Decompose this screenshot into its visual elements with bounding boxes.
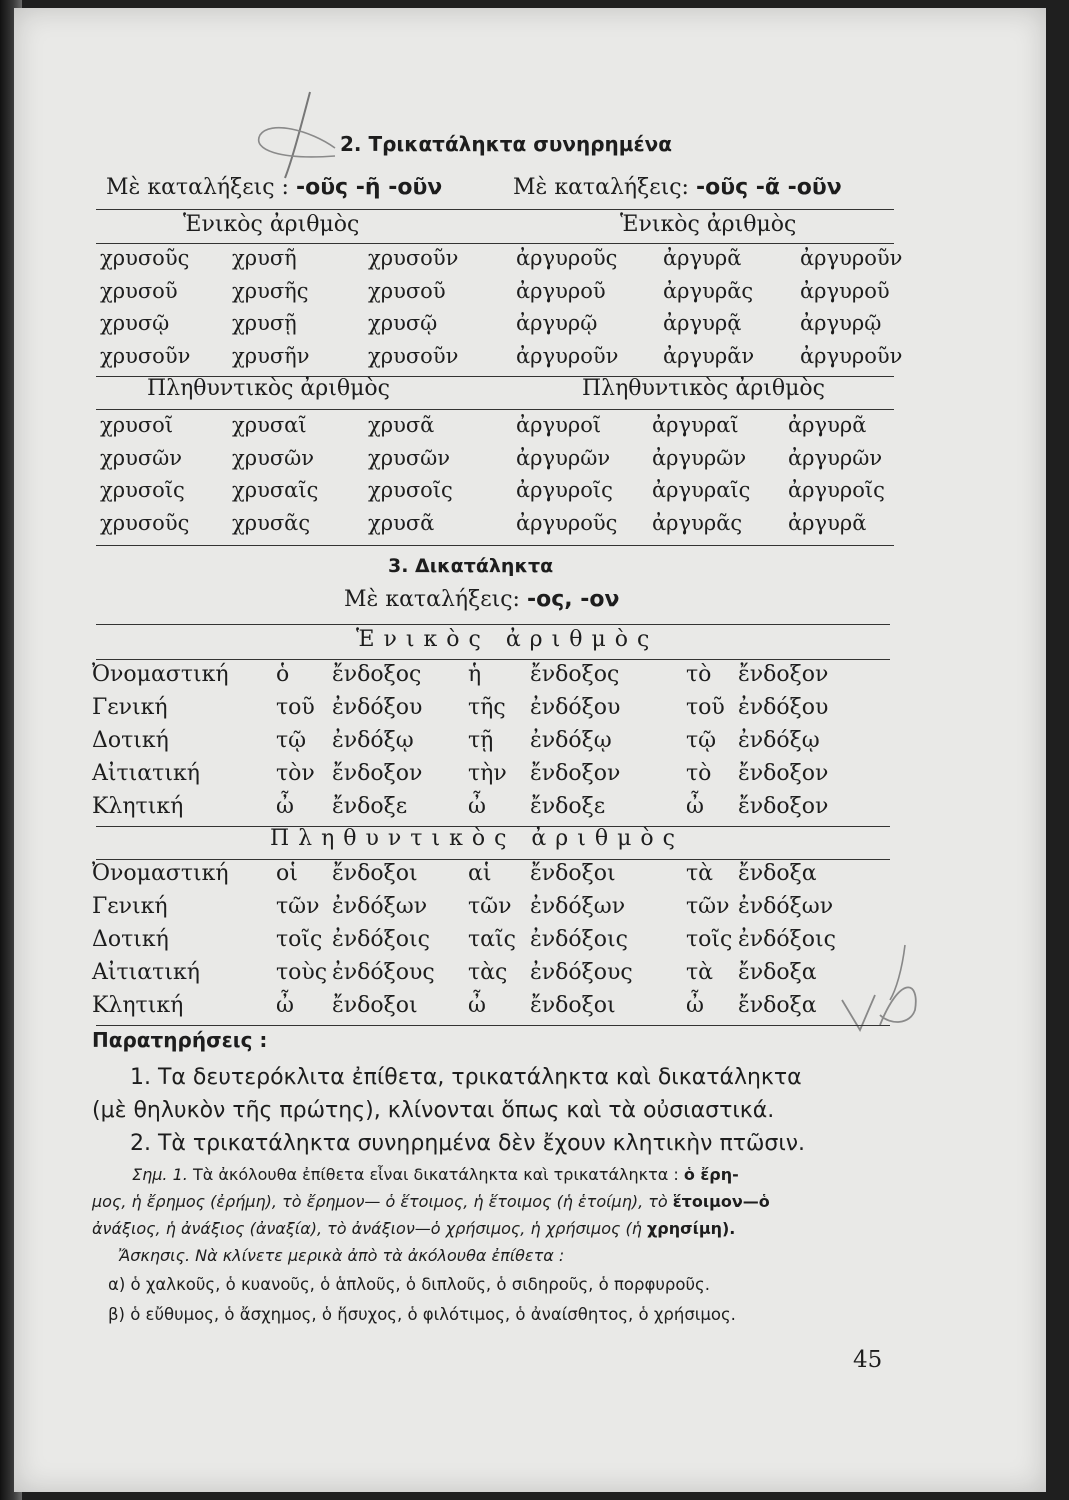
caption-endings: -ος, -ον — [526, 587, 620, 612]
table-cell: ἀργυροῦν — [800, 343, 903, 368]
table-cell: χρυσοῦς — [100, 510, 190, 535]
section2-plural-label-right: Πληθυντικὸς ἀριθμὸς — [582, 376, 825, 401]
table-cell: ἐνδόξων — [332, 894, 428, 919]
table-cell: Αἰτιατική — [92, 761, 200, 786]
table-cell: χρυσῆν — [232, 343, 310, 368]
section2-plural-label-left: Πληθυντικὸς ἀριθμὸς — [147, 376, 390, 401]
table-cell: τὴν — [468, 761, 507, 786]
table-cell: ἀργυραῖς — [652, 478, 751, 502]
rule — [96, 243, 894, 244]
table-cell: τὰ — [686, 861, 714, 886]
table-cell: Ὀνομαστική — [92, 861, 229, 886]
table-cell: ἀργυρᾶ — [788, 510, 867, 535]
section3-caption — [344, 587, 620, 612]
pencil-mark-top — [240, 90, 350, 180]
note-line-3 — [92, 1219, 735, 1238]
rule — [96, 859, 890, 860]
table-cell: τὸ — [686, 761, 712, 786]
table-cell: χρυσῆς — [232, 278, 309, 303]
section3-singular-label: Ἑνικὸς ἀριθμὸς — [356, 627, 659, 652]
table-cell: ἔνδοξε — [332, 794, 408, 819]
table-cell: ὦ — [686, 794, 704, 819]
table-cell: ἔνδοξα — [738, 960, 817, 985]
table-cell: τὰ — [686, 960, 714, 985]
table-cell: ταῖς — [468, 927, 516, 952]
section2-singular-label-right: Ἑνικὸς ἀριθμὸς — [620, 212, 797, 237]
table-cell: τῆς — [468, 695, 506, 720]
table-cell: χρυσοῦν — [368, 343, 459, 368]
table-cell: χρυσᾶς — [232, 510, 311, 535]
table-cell: ἀργυροῦ — [516, 278, 606, 303]
table-cell: ἀργυρῶν — [652, 445, 747, 470]
table-cell: χρυσᾶ — [368, 510, 435, 535]
table-cell: ἔνδοξος — [530, 662, 620, 687]
section2-singular-label-left: Ἑνικὸς ἀριθμὸς — [183, 212, 360, 237]
table-cell: ἀργυροῦ — [800, 278, 890, 303]
table-cell: ἔνδοξε — [530, 794, 606, 819]
table-cell: τὸν — [276, 761, 315, 786]
table-cell: οἱ — [276, 861, 298, 886]
table-cell: ἀργυροῖ — [516, 413, 602, 437]
table-cell: χρυσῶν — [368, 445, 451, 470]
note-line-2 — [92, 1192, 770, 1211]
table-cell: Γενική — [92, 894, 168, 919]
table-cell: ἀργυροῦς — [516, 510, 618, 535]
section3-title: 3. Δικατάληκτα — [388, 555, 554, 577]
table-cell: ἀργυρῷ — [800, 311, 882, 335]
table-cell: χρυσοῖς — [368, 478, 453, 502]
table-cell: ἀργυρᾶ — [788, 413, 867, 437]
page-number: 45 — [853, 1347, 883, 1373]
table-cell: ἐνδόξου — [530, 695, 621, 720]
observation-1-line-1: 1. Τα δευτερόκλιτα ἐπίθετα, τρικατάληκτα καὶ δικατάληκτα — [130, 1065, 802, 1090]
exercise-item-a: α) ὁ χαλκοῦς, ὁ κυανοῦς, ὁ ἁπλοῦς, ὁ διπλοῦς, ὁ σιδηροῦς, ὁ πορφυροῦς. — [108, 1275, 710, 1294]
table-cell: χρυσοῦν — [368, 246, 459, 270]
table-cell: ἐνδόξου — [332, 695, 423, 720]
caption-endings: -οῦς -ῆ -οῦν — [295, 175, 443, 200]
table-cell: ἀργυρᾷ — [663, 311, 742, 335]
table-cell: τῶν — [686, 894, 730, 919]
table-cell: τῷ — [686, 728, 717, 753]
table-cell: τὰς — [468, 960, 508, 985]
section2-title: 2. Τρικατάληκτα συνηρημένα — [340, 132, 672, 156]
section2-right-caption — [513, 175, 842, 200]
table-cell: ἔνδοξοι — [530, 861, 616, 886]
table-cell: Κλητική — [92, 993, 184, 1018]
table-cell: ὁ — [276, 662, 290, 687]
table-cell: χρυσῶν — [232, 445, 315, 470]
table-cell: ὦ — [468, 794, 486, 819]
table-cell: ἀργυρῶν — [788, 445, 883, 470]
table-cell: ἀργυρᾶς — [652, 510, 743, 535]
table-cell: χρυσοῖ — [100, 413, 174, 437]
rule — [96, 1025, 890, 1026]
table-cell: τῶν — [276, 894, 320, 919]
table-cell: χρυσῷ — [100, 311, 170, 335]
table-cell: ἐνδόξοις — [738, 927, 836, 952]
table-cell: ἐνδόξῳ — [738, 728, 820, 753]
table-cell: ἀργυροῦν — [800, 246, 903, 270]
table-cell: ἐνδόξων — [530, 894, 626, 919]
rule — [96, 209, 894, 210]
table-cell: ἀργυρᾶν — [663, 343, 755, 368]
table-cell: ἐνδόξους — [530, 960, 633, 985]
rule — [96, 545, 894, 546]
table-cell: Δοτική — [92, 728, 169, 753]
table-cell: ἐνδόξων — [738, 894, 834, 919]
table-cell: ὦ — [276, 993, 294, 1018]
table-cell: ἀργυρᾶ — [663, 246, 742, 270]
table-cell: ἀργυρᾶς — [663, 278, 754, 303]
table-cell: χρυσοῖς — [100, 478, 185, 502]
table-cell: Αἰτιατική — [92, 960, 200, 985]
note-bold: ὁ ἔρη- — [683, 1165, 739, 1184]
table-cell: χρυσῇ — [232, 311, 297, 335]
table-cell: ἡ — [468, 662, 482, 687]
table-cell: χρυσαῖς — [232, 478, 319, 502]
table-cell: Γενική — [92, 695, 168, 720]
note-text: ἀνάξιος, ἡ ἀνάξιος (ἀναξία), τὸ ἀνάξιον—ὁ χρήσιμος, ἡ χρήσιμος (ἡ — [92, 1219, 642, 1238]
table-cell: τῶν — [468, 894, 512, 919]
note-bold: χρησίμη). — [646, 1219, 736, 1238]
table-cell: ἔνδοξος — [332, 662, 422, 687]
table-cell: χρυσοῦν — [100, 343, 191, 368]
table-cell: ἀργυροῦς — [516, 246, 618, 270]
table-cell: χρυσοῦ — [100, 278, 178, 303]
table-cell: τῷ — [276, 728, 307, 753]
table-cell: χρυσῷ — [368, 311, 438, 335]
table-cell: Κλητική — [92, 794, 184, 819]
table-cell: χρυσοῦς — [100, 246, 190, 270]
table-cell: ἐνδόξῳ — [332, 728, 414, 753]
caption-endings: -οῦς -ᾶ -οῦν — [695, 175, 842, 200]
table-cell: ἀργυροῖς — [788, 478, 885, 502]
table-cell: ἔνδοξοι — [332, 861, 418, 886]
table-cell: ἐνδόξοις — [332, 927, 430, 952]
table-cell: ἔνδοξοι — [530, 993, 616, 1018]
exercise-item-b: β) ὁ εὔθυμος, ὁ ἄσχημος, ὁ ἥσυχος, ὁ φιλότιμος, ὁ ἀναίσθητος, ὁ χρήσιμος. — [108, 1305, 736, 1324]
table-cell: ἐνδόξῳ — [530, 728, 612, 753]
caption-prefix: Μὲ καταλήξεις: — [344, 587, 520, 612]
table-cell: ἔνδοξα — [738, 861, 817, 886]
section2-left-caption — [106, 175, 442, 200]
note-label: Σημ. 1. — [132, 1165, 188, 1184]
table-cell: ὦ — [686, 993, 704, 1018]
note-text: μος, ἡ ἔρημος (ἐρήμη), τὸ ἔρημον— ὁ ἕτοιμος, ἡ ἕτοιμος (ἡ ἑτοίμη), τὸ — [92, 1192, 668, 1211]
table-cell: ὦ — [276, 794, 294, 819]
table-cell: τοὺς — [276, 960, 328, 985]
observations-heading: Παρατηρήσεις : — [92, 1028, 268, 1052]
rule — [96, 624, 890, 625]
table-cell: ἔνδοξον — [738, 794, 829, 819]
caption-prefix: Μὲ καταλήξεις : — [106, 175, 289, 200]
table-cell: ἔνδοξοι — [332, 993, 418, 1018]
table-cell: τοῖς — [276, 927, 323, 952]
table-cell: χρυσαῖ — [232, 413, 307, 437]
note-bold: ἕτοιμον—ὁ — [672, 1192, 770, 1211]
rule — [96, 409, 894, 410]
observation-2: 2. Τὰ τρικατάληκτα συνηρημένα δὲν ἔχουν κλητικὴν πτῶσιν. — [130, 1131, 806, 1156]
table-cell: ὦ — [468, 993, 486, 1018]
table-cell: ἀργυρῷ — [516, 311, 598, 335]
table-cell: ἐνδόξοις — [530, 927, 628, 952]
table-cell: ἔνδοξον — [530, 761, 621, 786]
table-cell: ἐνδόξου — [738, 695, 829, 720]
table-cell: αἱ — [468, 861, 492, 886]
table-cell: χρυσῶν — [100, 445, 183, 470]
table-cell: ἔνδοξον — [332, 761, 423, 786]
table-cell: ἐνδόξους — [332, 960, 435, 985]
caption-prefix: Μὲ καταλήξεις: — [513, 175, 689, 200]
table-cell: ἔνδοξον — [738, 662, 829, 687]
table-cell: χρυσᾶ — [368, 413, 435, 437]
exercise-title: Ἄσκησις. Νὰ κλίνετε μερικὰ ἀπὸ τὰ ἀκόλουθα ἐπίθετα : — [118, 1246, 565, 1265]
table-cell: χρυσῆ — [232, 246, 297, 270]
table-cell: ἀργυρῶν — [516, 445, 611, 470]
note-text: Τὰ ἀκόλουθα ἐπίθετα εἶναι δικατάληκτα καὶ τρικατάληκτα : — [192, 1165, 679, 1184]
table-cell: τοῦ — [686, 695, 725, 720]
table-cell: Δοτική — [92, 927, 169, 952]
table-cell: τοῦ — [276, 695, 315, 720]
table-cell: ἀργυραῖ — [652, 413, 739, 437]
table-cell: τὸ — [686, 662, 712, 687]
section3-plural-label: Πληθυντικὸς ἀριθμὸς — [270, 826, 684, 851]
note-line-1 — [132, 1165, 739, 1184]
rule — [96, 659, 890, 660]
table-cell: ἔνδοξα — [738, 993, 817, 1018]
table-cell: ἔνδοξον — [738, 761, 829, 786]
table-cell: τοῖς — [686, 927, 733, 952]
table-cell: ἀργυροῖς — [516, 478, 613, 502]
observation-1-line-2: (μὲ θηλυκὸν τῆς πρώτης), κλίνονται ὅπως καὶ τὰ οὐσιαστικά. — [92, 1098, 775, 1123]
table-cell: χρυσοῦ — [368, 278, 446, 303]
table-cell: τῇ — [468, 728, 494, 753]
table-cell: Ὀνομαστική — [92, 662, 229, 687]
table-cell: ἀργυροῦν — [516, 343, 619, 368]
